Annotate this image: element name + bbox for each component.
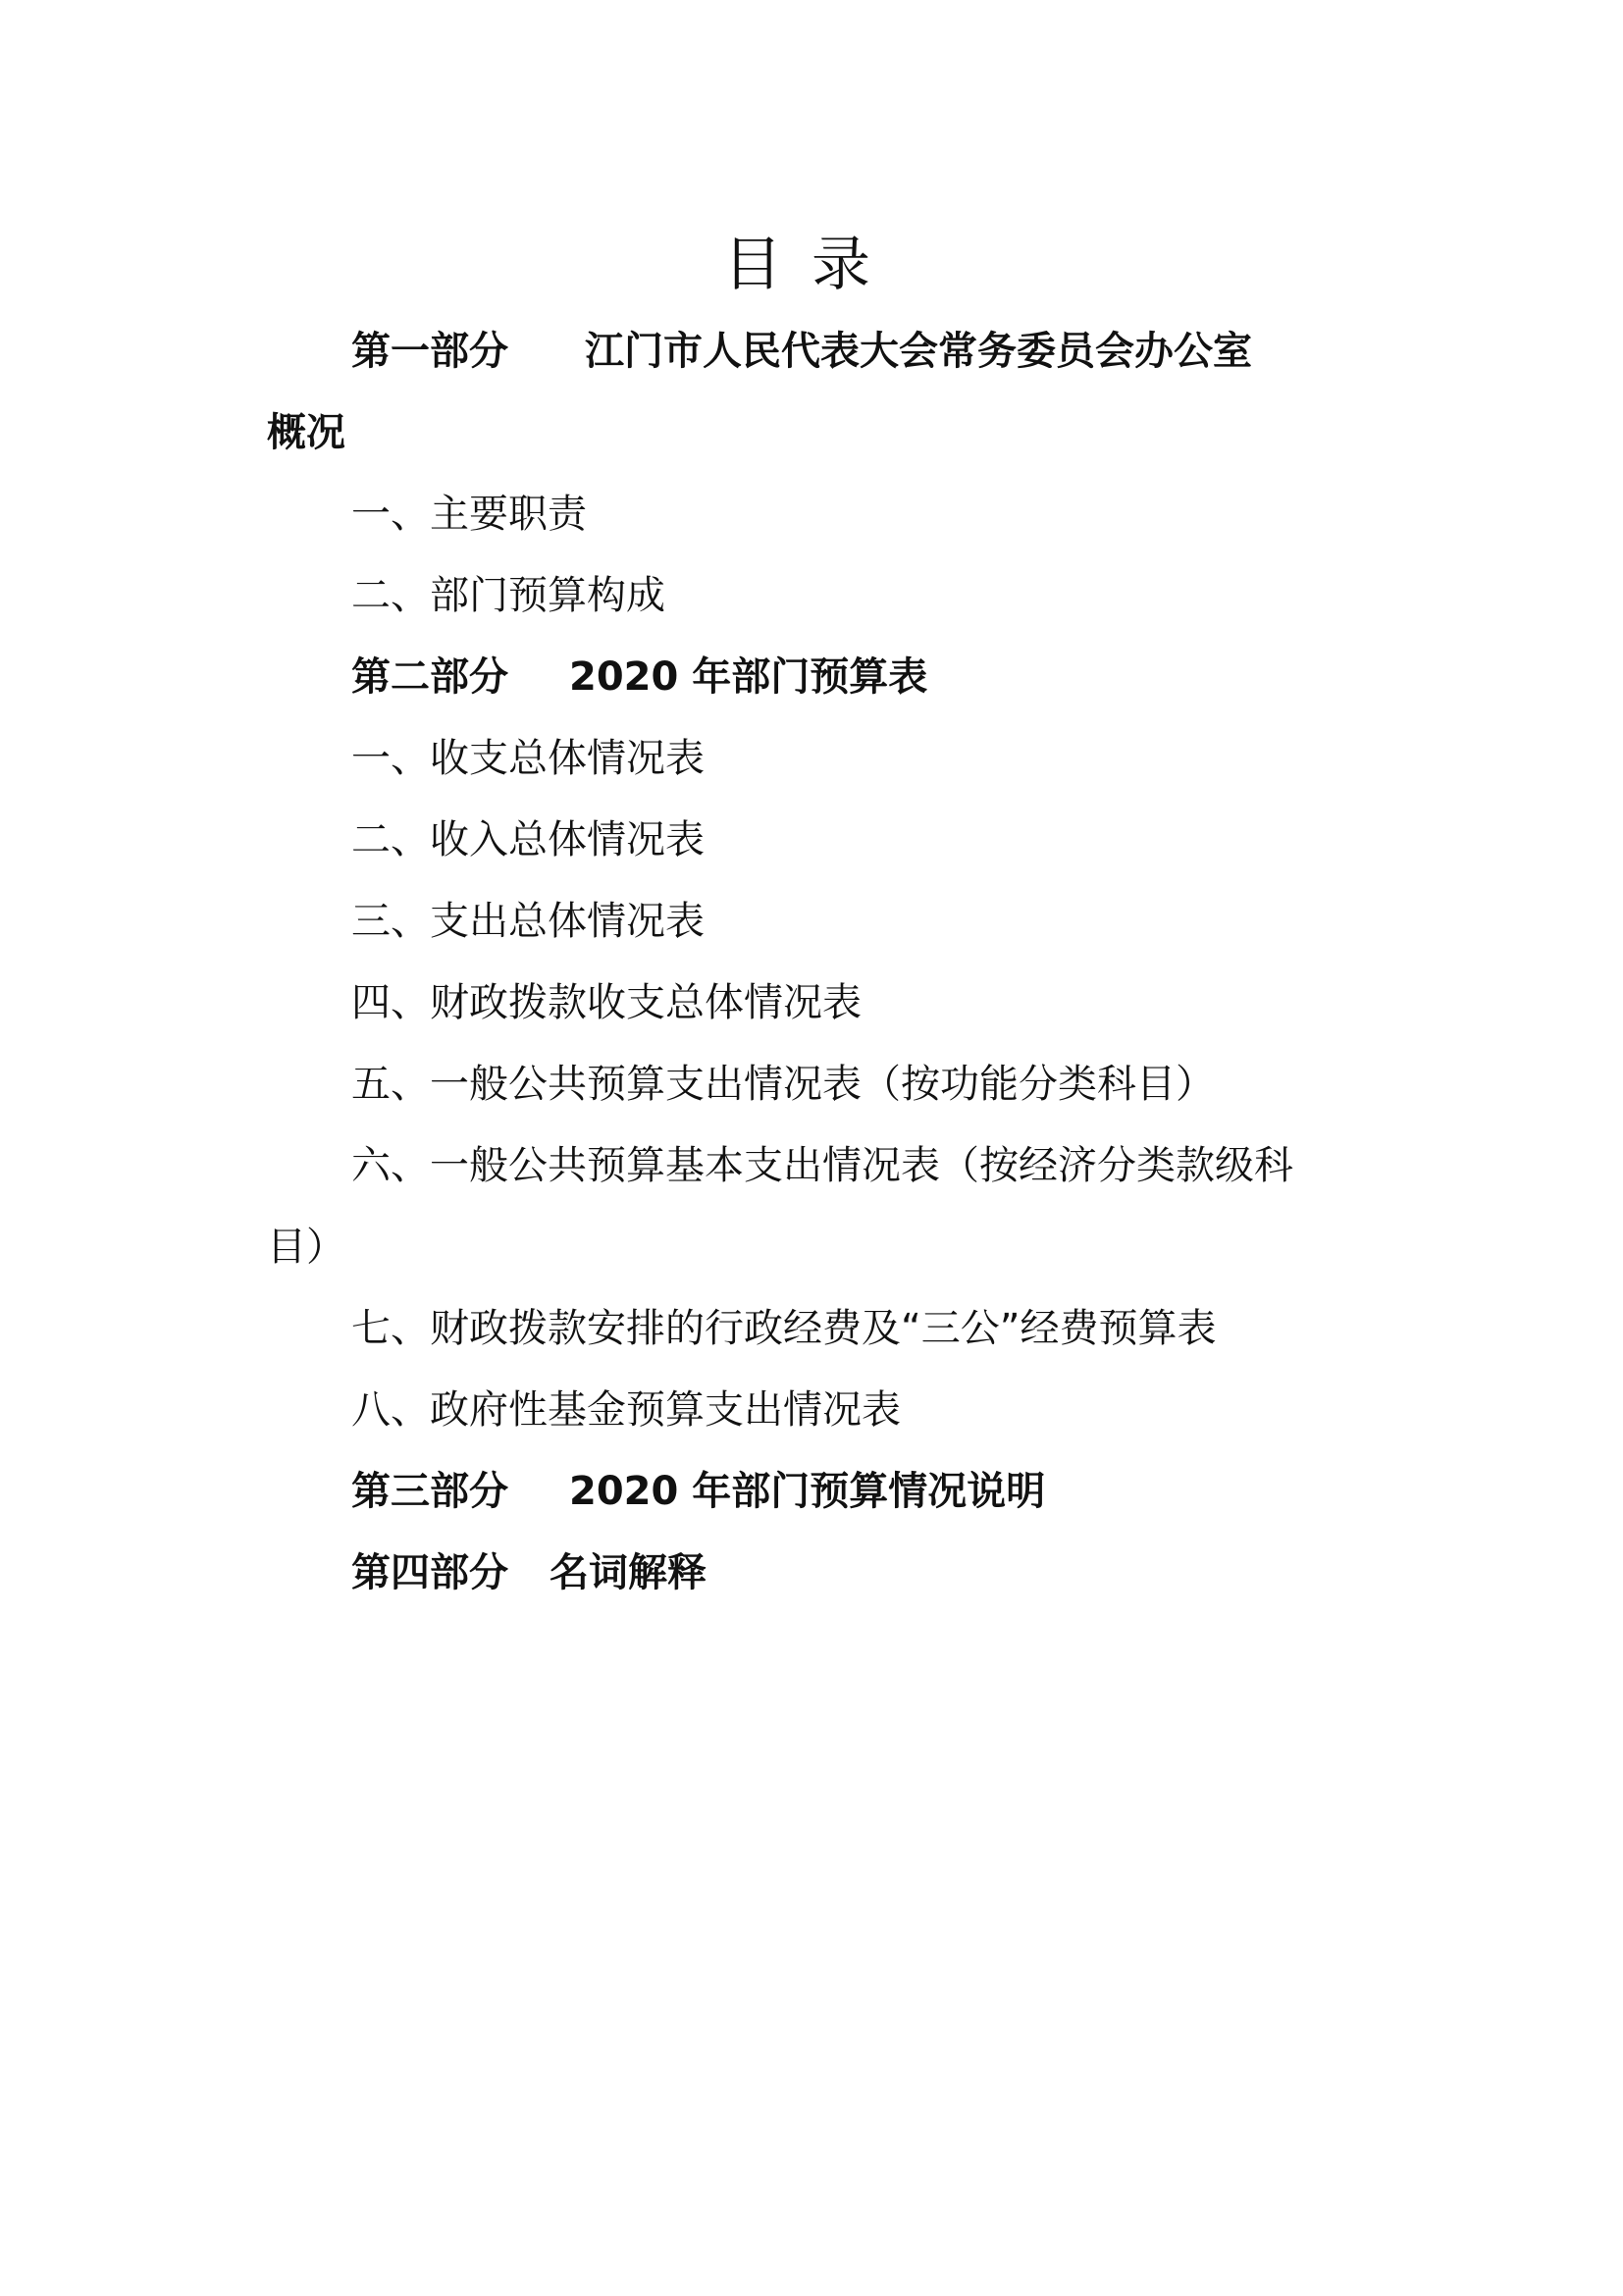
toc-item-main-duties: 一、主要职责	[351, 492, 587, 537]
toc-part-1-title-continued: 概况	[267, 410, 345, 455]
toc-part-1-label: 第一部分	[351, 329, 508, 374]
toc-part-3-label: 第三部分	[351, 1469, 508, 1514]
toc-item-table-8: 八、政府性基金预算支出情况表	[351, 1387, 901, 1433]
toc-part-1-title: 江门市人民代表大会常务委员会办公室	[585, 329, 1252, 374]
toc-item-table-5: 五、一般公共预算支出情况表（按功能分类科目）	[351, 1062, 1215, 1107]
toc-part-4	[351, 1545, 707, 1600]
toc-part-3	[351, 1464, 1045, 1519]
page-title: 目录	[723, 231, 900, 299]
toc-part-2-label: 第二部分	[351, 654, 508, 700]
toc-part-4-title: 名词解释	[550, 1550, 707, 1595]
toc-part-2-title: 2020 年部门预算表	[569, 654, 928, 700]
toc-item-table-3: 三、支出总体情况表	[351, 899, 705, 944]
toc-part-1	[351, 324, 1252, 379]
toc-item-table-7: 七、财政拨款安排的行政经费及“三公”经费预算表	[351, 1306, 1217, 1351]
toc-part-3-title: 2020 年部门预算情况说明	[569, 1469, 1046, 1514]
toc-item-table-2: 二、收入总体情况表	[351, 817, 705, 862]
toc-part-4-label: 第四部分	[351, 1550, 508, 1595]
toc-part-2	[351, 650, 927, 704]
toc-item-table-1: 一、收支总体情况表	[351, 736, 705, 781]
toc-item-budget-composition: 二、部门预算构成	[351, 573, 665, 618]
toc-item-table-6: 六、一般公共预算基本支出情况表（按经济分类款级科	[351, 1143, 1293, 1188]
toc-item-table-4: 四、财政拨款收支总体情况表	[351, 980, 862, 1025]
toc-item-table-6-continued: 目）	[267, 1225, 345, 1270]
